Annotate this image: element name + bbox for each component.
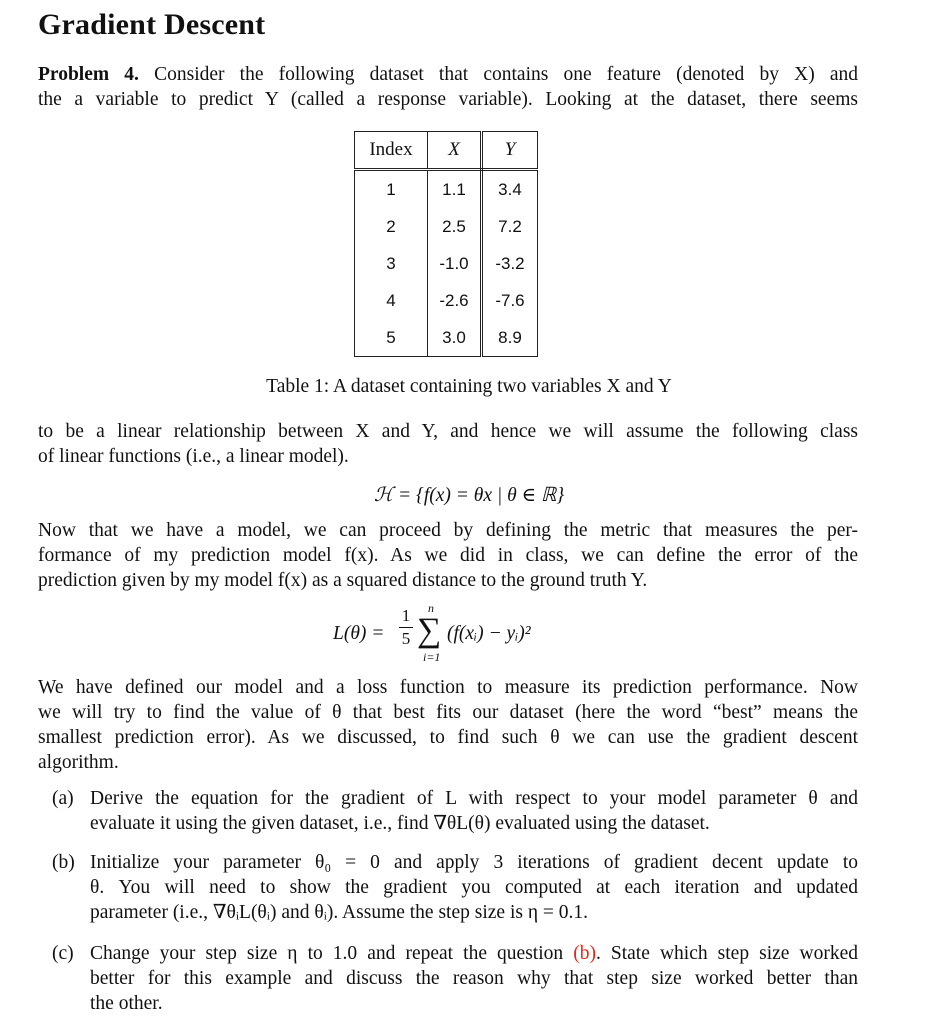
question-b-line-2: θ. You will need to show the gradient you computed at each iteration and updated: [90, 877, 858, 898]
fraction-denominator: 5: [401, 629, 411, 648]
header-y: Y: [482, 132, 538, 170]
table-row: [355, 319, 538, 357]
question-b-reference-link[interactable]: (b): [573, 943, 596, 964]
cont-line-1: to be a linear relationship between X and Y, and hence we will assume the following class: [38, 421, 858, 442]
fraction-bar: [399, 627, 413, 628]
summation-icon: ∑: [417, 612, 442, 649]
question-a-line-2: evaluate it using the given dataset, i.e., find ∇θL(θ) evaluated using the dataset.: [90, 813, 710, 834]
hypothesis-class-equation: ℋ = {f(x) = θx | θ ∈ ℝ}: [373, 485, 565, 506]
cell-y: 7.2: [482, 208, 538, 245]
gd-line-1: We have defined our model and a loss function to measure its prediction performance. Now: [38, 677, 858, 698]
metric-line-1: Now that we have a model, we can proceed by defining the metric that measures the per-: [38, 520, 858, 541]
gd-line-2: we will try to find the value of θ that best fits our dataset (here the word “best” means the: [38, 702, 858, 723]
table-row: [355, 170, 538, 209]
question-a-label: (a): [52, 788, 74, 809]
question-b-line-3: parameter (i.e., ∇θᵢL(θᵢ) and θᵢ). Assume the step size is η = 0.1.: [90, 902, 589, 923]
sum-lower-limit: i=1: [423, 650, 441, 664]
problem-label: Problem 4.: [38, 64, 139, 85]
cell-index: 3: [355, 245, 428, 282]
cont-line-2: of linear functions (i.e., a linear model).: [38, 446, 349, 467]
loss-fraction: [399, 606, 413, 649]
gradient-descent-paragraph: [38, 675, 858, 775]
metric-line-3: prediction given by my model f(x) as a squared distance to the ground truth Y.: [38, 570, 648, 591]
cell-x: 1.1: [428, 170, 482, 209]
metric-line-2: formance of my prediction model f(x). As we did in class, we can define the error of the: [38, 545, 858, 566]
fraction-numerator: 1: [401, 606, 411, 625]
cell-index: 2: [355, 208, 428, 245]
intro-line-2: the a variable to predict Y (called a response variable). Looking at the dataset, there seems: [38, 89, 858, 110]
table-header-row: [355, 132, 538, 170]
section-title: Gradient Descent: [38, 8, 266, 41]
question-b-label: (b): [52, 852, 75, 873]
cell-x: -2.6: [428, 282, 482, 319]
dataset-table: [354, 131, 538, 357]
cell-y: -3.2: [482, 245, 538, 282]
cell-x: 2.5: [428, 208, 482, 245]
question-c-line-2: better for this example and discuss the reason why that step size worked better than: [90, 968, 858, 989]
cell-index: 1: [355, 170, 428, 209]
gd-line-4: algorithm.: [38, 752, 119, 773]
cell-index: 4: [355, 282, 428, 319]
header-index: Index: [355, 132, 428, 170]
question-c: [52, 941, 858, 1016]
question-c-label: (c): [52, 943, 74, 964]
cell-x: 3.0: [428, 319, 482, 357]
cell-y: 8.9: [482, 319, 538, 357]
question-b: [52, 850, 858, 925]
loss-lhs: L(θ) =: [333, 623, 385, 644]
table-caption: Table 1: A dataset containing two variables X and Y: [266, 376, 672, 397]
sum-upper-limit: n: [428, 601, 434, 615]
question-a: [52, 786, 858, 836]
header-x: X: [428, 132, 482, 170]
gd-line-3: smallest prediction error). As we discussed, to find such θ we can use the gradient descent: [38, 727, 858, 748]
cell-index: 5: [355, 319, 428, 357]
question-c-line-3: the other.: [90, 993, 163, 1014]
table-row: [355, 282, 538, 319]
metric-paragraph: [38, 518, 858, 593]
loss-rhs: (f(xᵢ) − yᵢ)²: [447, 623, 531, 644]
cell-y: -7.6: [482, 282, 538, 319]
linear-assumption-paragraph: [38, 419, 858, 469]
cell-y: 3.4: [482, 170, 538, 209]
question-a-line-1: Derive the equation for the gradient of L with respect to your model parameter θ and: [90, 788, 858, 809]
question-b-line-1: Initialize your parameter θ₀ = 0 and apply 3 iterations of gradient decent update to: [90, 852, 858, 873]
problem-intro: [38, 62, 858, 112]
cell-x: -1.0: [428, 245, 482, 282]
table-row: [355, 245, 538, 282]
loss-equation: [333, 602, 653, 672]
intro-line-1: Problem 4. Consider the following dataset that contains one feature (denoted by X) and: [38, 64, 859, 85]
question-c-line-1: Change your step size η to 1.0 and repeat the question (b). State which step size worked: [90, 943, 859, 964]
table-row: [355, 208, 538, 245]
